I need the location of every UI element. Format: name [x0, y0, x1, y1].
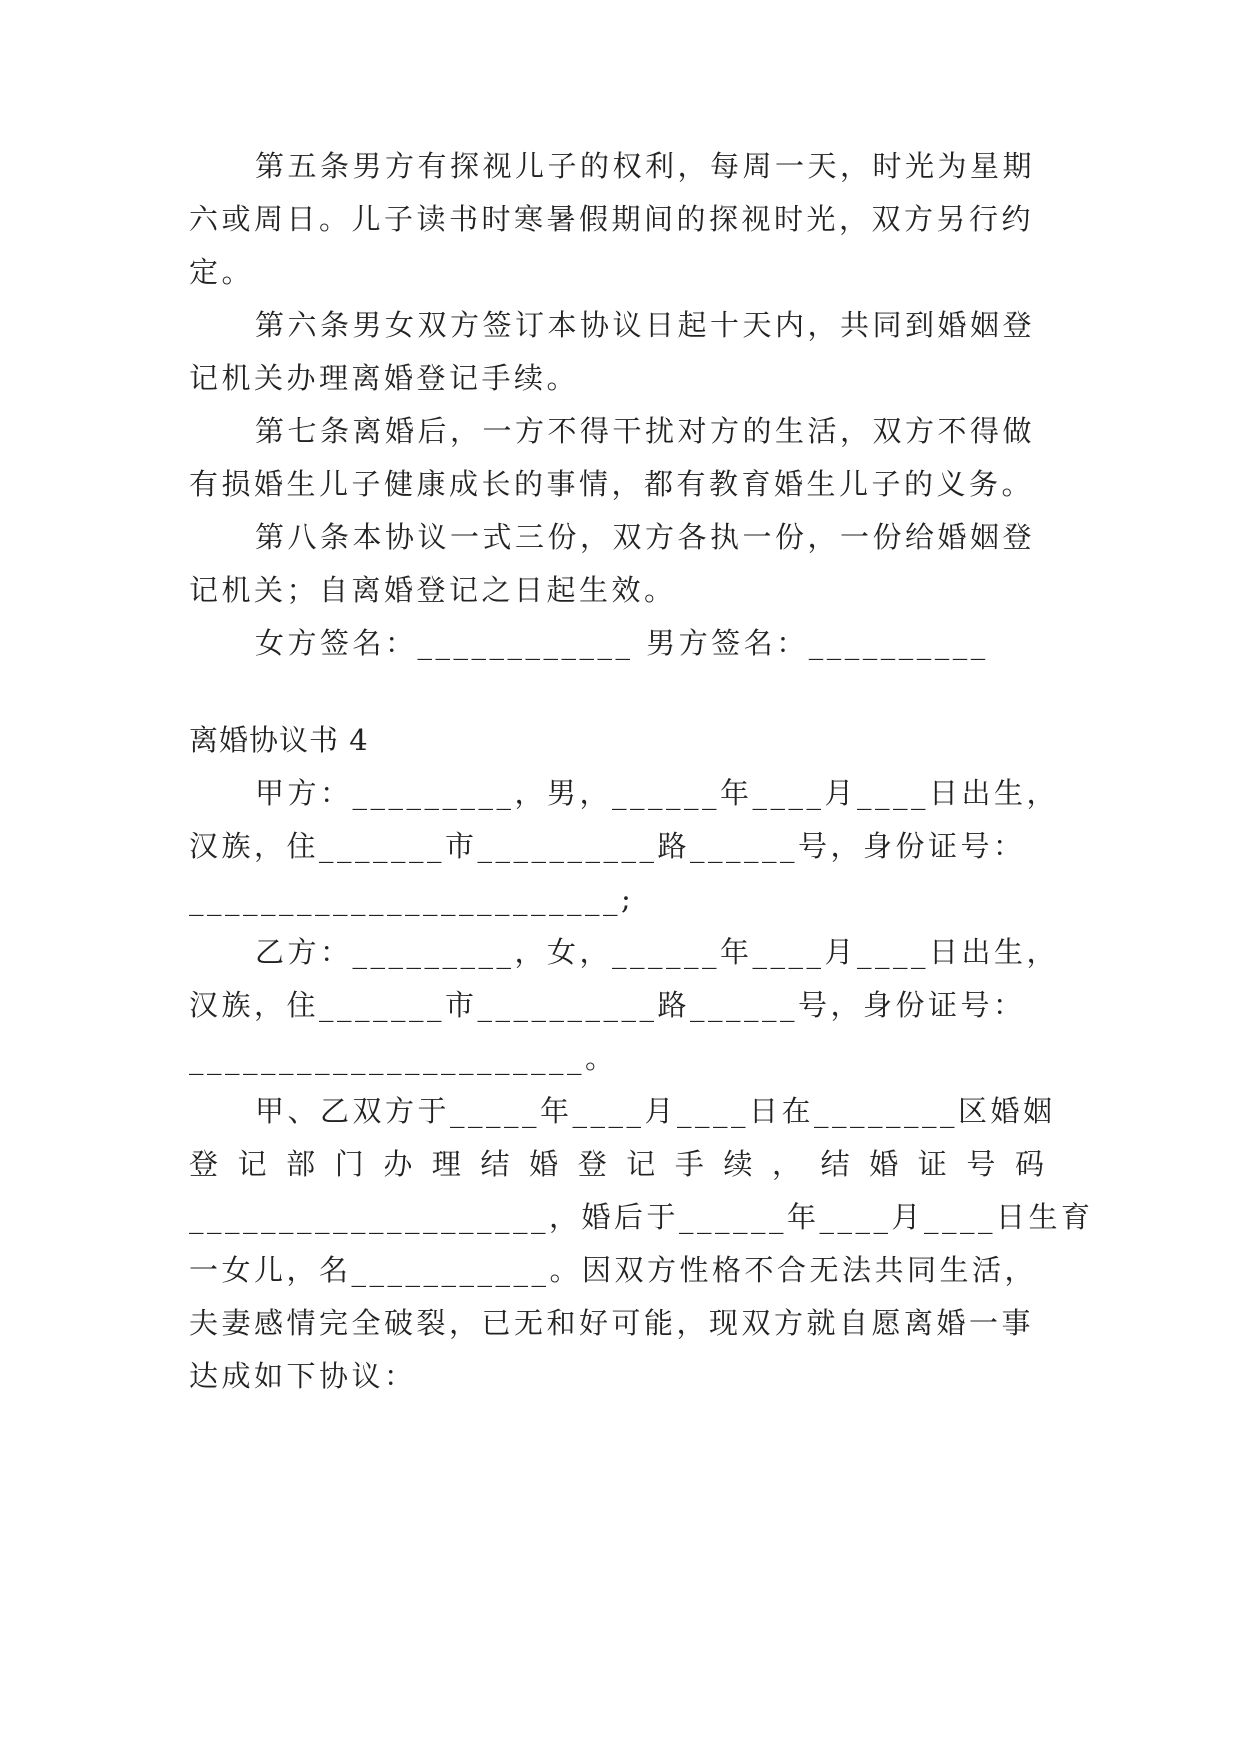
article5-line1: 第五条男方有探视儿子的权利，每周一天，时光为星期	[255, 149, 1036, 183]
article8-line2: 记机关；自离婚登记之日起生效。	[189, 573, 677, 607]
article8-line1: 第八条本协议一式三份，双方各执一份，一份给婚姻登	[255, 520, 1036, 554]
party-b-line3: ______________________。	[189, 1041, 618, 1075]
marriage-line4: 一女儿，名___________。因双方性格不合无法共同生活，	[189, 1253, 1038, 1287]
marriage-line2: 登记部门办理结婚登记手续，结婚证号码	[189, 1147, 1044, 1181]
party-b-line1: 乙方：_________，女，______年____月____日出生，	[255, 935, 1060, 969]
marriage-line1: 甲、乙双方于_____年____月____日在________区婚姻	[255, 1094, 1056, 1128]
marriage-line5: 夫妻感情完全破裂，已无和好可能，现双方就自愿离婚一事	[189, 1306, 1035, 1340]
article6-line1: 第六条男女双方签订本协议日起十天内，共同到婚姻登	[255, 308, 1036, 342]
signature-line: 女方签名：____________ 男方签名：__________	[255, 626, 989, 660]
party-b-line2: 汉族，住_______市__________路______号，身份证号：	[189, 988, 1026, 1022]
marriage-line6: 达成如下协议：	[189, 1359, 417, 1393]
party-a-line2: 汉族，住_______市__________路______号，身份证号：	[189, 829, 1026, 863]
article6-line2: 记机关办理离婚登记手续。	[189, 361, 580, 395]
article7-line1: 第七条离婚后，一方不得干扰对方的生活，双方不得做	[255, 414, 1036, 448]
article5-line3: 定。	[189, 255, 255, 289]
party-a-line3: ________________________;	[189, 882, 635, 916]
article5-line2: 六或周日。儿子读书时寒暑假期间的探视时光，双方另行约	[189, 202, 1035, 236]
article7-line2: 有损婚生儿子健康成长的事情，都有教育婚生儿子的义务。	[189, 467, 1035, 501]
party-a-line1: 甲方：_________，男，______年____月____日出生，	[255, 776, 1060, 810]
section-title: 离婚协议书 4	[189, 723, 369, 757]
marriage-line3: ____________________，婚后于______年____月____日生育	[189, 1200, 1094, 1234]
